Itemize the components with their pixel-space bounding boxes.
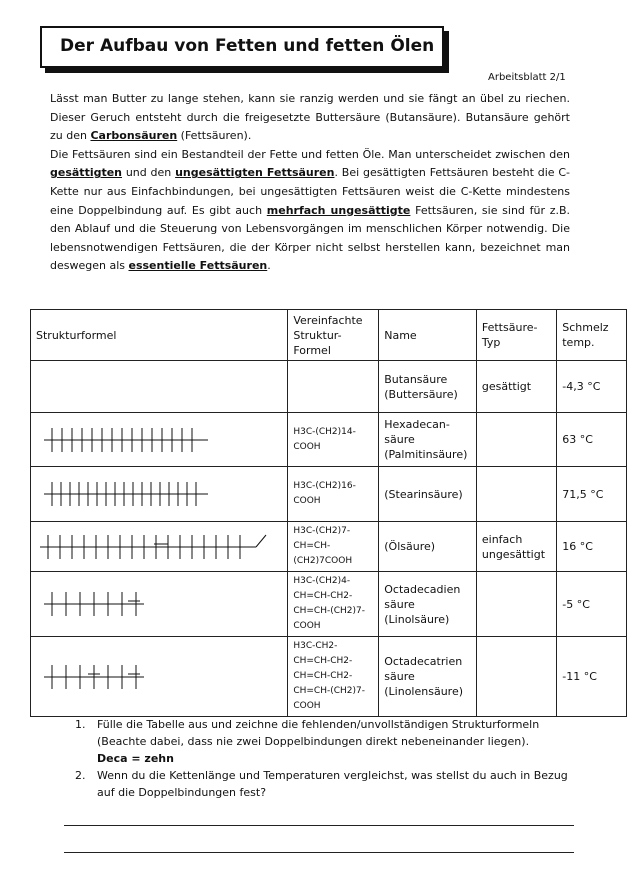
structure-cell: [31, 413, 288, 467]
answer-line[interactable]: [64, 852, 574, 853]
intro-p1-b: (Fettsäuren).: [177, 129, 252, 143]
structure-cell: [31, 572, 288, 637]
keyword-ungesaettigten: ungesättigten Fettsäuren: [175, 166, 335, 180]
question-body: Fülle die Tabelle aus und zeichne die fehlenden/unvollständigen Strukturformeln (Beachte dabei, dass nie zwei Doppelbindungen direkt nebeneinander liegen).: [97, 718, 540, 748]
name-cell: Octadecatrien säure (Linolensäure): [379, 637, 477, 717]
header-simplified: Vereinfachte Struktur-Formel: [288, 310, 379, 361]
fatty-acid-table: [30, 309, 627, 717]
temp-cell: -4,3 °C: [557, 361, 627, 413]
temp-cell: -11 °C: [557, 637, 627, 717]
keyword-mehrfach: mehrfach ungesättigte: [266, 203, 411, 217]
question-body: Wenn du die Kettenlänge und Temperaturen vergleichst, was stellst du auch in Bezug auf die Doppelbindungen fest?: [97, 769, 568, 799]
intro-p2-a: Die Fettsäuren sind ein Bestandteil der Fette und fetten Öle. Man unterscheidet zwischen den: [50, 147, 570, 161]
question-list: [75, 716, 570, 801]
answer-line[interactable]: [64, 825, 574, 826]
header-structure: Strukturformel: [31, 310, 288, 361]
keyword-gesaettigten: gesättigten: [50, 166, 123, 180]
name-cell: Butansäure (Buttersäure): [379, 361, 477, 413]
keyword-essentielle: essentielle Fettsäuren: [128, 259, 268, 273]
temp-cell: -5 °C: [557, 572, 627, 637]
keyword-carbonsaeuren: Carbonsäuren: [90, 129, 178, 143]
linoleic-structure-formula: [36, 584, 156, 624]
intro-p2-c: . Bei gesättigten Fettsäuren besteht die C-Kette nur aus Einfachbindungen, bei ungesättigten Fettsäuren weist die C-Kette mindestens eine Doppelbindung auf. Es gibt auch: [50, 166, 571, 217]
oleic-structure-formula: [36, 527, 276, 567]
simplified-cell: H3C-(CH2)7-CH=CH-(CH2)7COOH: [288, 522, 379, 572]
type-cell: [476, 413, 556, 467]
name-cell: (Stearinsäure): [379, 467, 477, 522]
header-type: Fettsäure-Typ: [476, 310, 556, 361]
structure-cell: [31, 522, 288, 572]
intro-p2-b: und den: [122, 166, 176, 180]
type-cell: [476, 467, 556, 522]
linolenic-structure-formula: [36, 657, 156, 697]
question-text: [97, 716, 570, 767]
question-number: 2.: [75, 769, 86, 782]
header-temp: Schmelz temp.: [557, 310, 627, 361]
sheet-label: Arbeitsblatt 2/1: [488, 72, 566, 83]
name-cell: Octadecadien säure (Linolsäure): [379, 572, 477, 637]
simplified-cell: H3C-(CH2)14-COOH: [288, 413, 379, 467]
intro-p2-d: Fettsäuren, sie sind für z.B. den Ablauf und die Steuerung von Lebensvorgängen im menschlichen Körper notwendig. Die lebensnotwendigen Fettsäuren, die der Körper nicht selbst herstellen kann, bezeichnet man deswegen als: [50, 203, 571, 273]
question-number: 1.: [75, 718, 86, 731]
question-item: [75, 716, 570, 767]
type-cell: gesättigt: [476, 361, 556, 413]
type-cell: einfach ungesättigt: [476, 522, 556, 572]
temp-cell: 16 °C: [557, 522, 627, 572]
header-name: Name: [379, 310, 477, 361]
question-item: [75, 767, 570, 801]
structure-cell: [31, 361, 288, 413]
stearic-structure-formula: [36, 474, 216, 514]
structure-cell: [31, 467, 288, 522]
name-cell: (Ölsäure): [379, 522, 477, 572]
question-note: Deca = zehn: [97, 752, 174, 765]
palmitic-structure-formula: [36, 420, 216, 460]
page-title: Der Aufbau von Fetten und fetten Ölen: [60, 36, 435, 56]
intro-text: [50, 90, 570, 276]
title-box: [40, 26, 444, 68]
simplified-cell: H3C-CH2-CH=CH-CH2-CH=CH-CH2-CH=CH-(CH2)7-COOH: [288, 637, 379, 717]
type-cell: [476, 637, 556, 717]
simplified-cell: [288, 361, 379, 413]
intro-p1-a: Lässt man Butter zu lange stehen, kann sie ranzig werden und sie fängt an übel zu riechen. Dieser Geruch entsteht durch die freigesetzte Buttersäure (Butansäure). Butansäure gehört zu den: [50, 92, 570, 143]
intro-p2-e: .: [267, 259, 271, 273]
simplified-cell: H3C-(CH2)16-COOH: [288, 467, 379, 522]
simplified-cell: H3C-(CH2)4-CH=CH-CH2-CH=CH-(CH2)7-COOH: [288, 572, 379, 637]
type-cell: [476, 572, 556, 637]
structure-cell: [31, 637, 288, 717]
temp-cell: 71,5 °C: [557, 467, 627, 522]
temp-cell: 63 °C: [557, 413, 627, 467]
name-cell: Hexadecan-säure (Palmitinsäure): [379, 413, 477, 467]
